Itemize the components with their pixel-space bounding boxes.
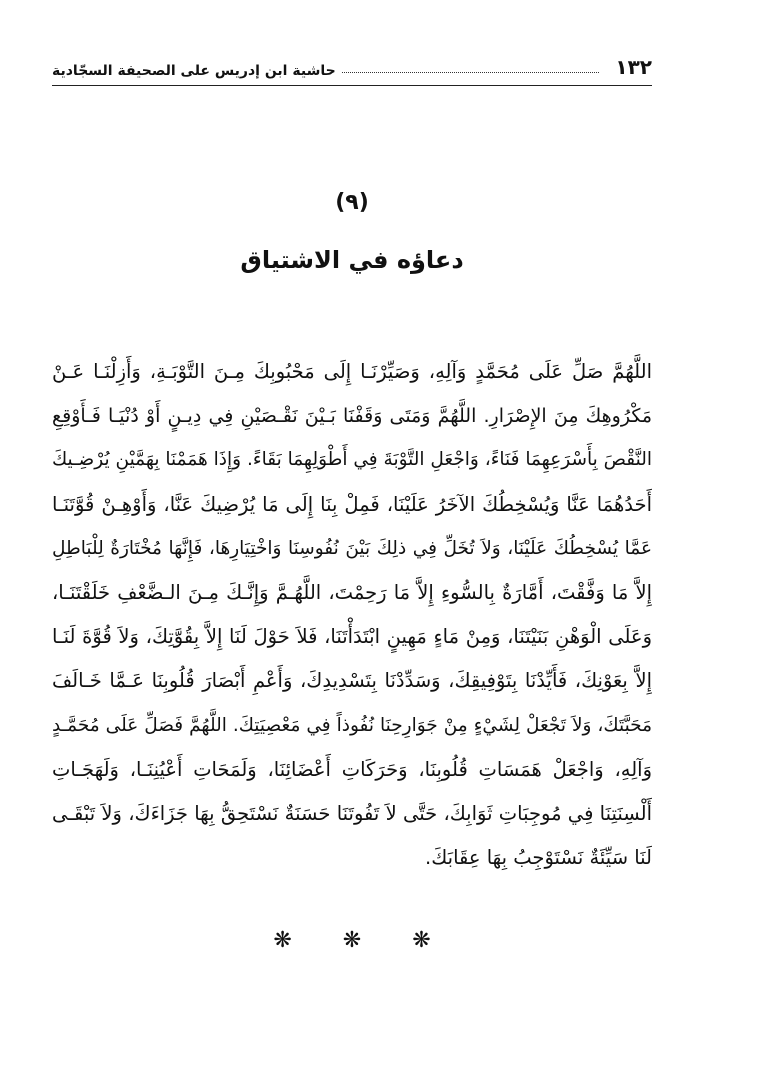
prayer-line: إِلاَّ مَا وَفَّقْتَ، أَمَّارَةٌ بِالسُّوءِ إِلاَّ مَا رَحِمْتَ، اللَّهُـمَّ وَإِنَّـكَ مِـنَ الـضَّعْفِ خَلَقْتَنَـا، xyxy=(52,580,652,604)
prayer-line: عَمَّا يُسْخِطُكَ عَلَيْنَا، وَلاَ تُخَلِّ فِي ذلِكَ بَيْنَ نُفُوسِنَا وَاخْتِيَارِهَا، فَإِنَّهَا مُخْتَارَةٌ لِلْبَاطِلِ xyxy=(52,537,652,559)
asterism-ornament: ❋ xyxy=(412,928,431,953)
prayer-line: وَآلِهِ، وَاجْعَلْ هَمَسَاتِ قُلُوبِنَا، وَحَرَكَاتِ أَعْضَائِنَا، وَلَمَحَاتِ أَعْيُنِنَـا، وَلَهَجَـاتِ xyxy=(52,757,652,781)
section-end-ornaments xyxy=(0,928,704,953)
prayer-line: النَّقْصَ بِأَسْرَعِهِمَا فَنَاءً، وَاجْعَلِ التَّوْبَةَ فِي أَطْوَلِهِمَا بَقَاءً. وَإِذَا هَمَمْنَا بِهَمَّيْنِ يُرْضِـيكَ xyxy=(52,449,652,471)
prayer-title: دعاؤه في الاشتياق xyxy=(240,246,464,274)
running-header-title: حاشية ابن إدريس على الصحيفة السجّادية xyxy=(52,63,336,79)
prayer-line: مَكْرُوهِكَ مِنَ الإِصْرَارِ. اللَّهُمَّ وَمَتَى وَقَفْنَا بَـيْنَ نَقْـصَيْنِ فِي دِيـنٍ أَوْ دُنْيَـا فَـأَوْقِعِ xyxy=(52,405,652,428)
prayer-line: أَحَدُهُمَا عَنَّا وَيُسْخِطُكَ الآخَرُ عَلَيْنَا، فَمِلْ بِنَا إِلَى مَا يُرْضِيكَ عَنَّا، وَأَوْهِـنْ قُوَّتَنَـا xyxy=(52,492,652,516)
asterism-ornament: ❋ xyxy=(273,928,292,953)
prayer-line: اللَّهُمَّ صَلِّ عَلَى مُحَمَّدٍ وَآلِهِ، وَصَيِّرْنَـا إِلَى مَحْبُوبِكَ مِـنَ التَّوْبَـةِ، وَأَزِلْنَـا عَـنْ xyxy=(52,360,652,383)
running-header xyxy=(52,50,652,86)
prayer-line: أَلْسِنَتِنَا فِي مُوجِبَاتِ ثَوَابِكَ، حَتَّى لاَ تَفُوتَنَا حَسَنَةٌ نَسْتَحِقُّ بِهَا جَزَاءَكَ، وَلاَ تَبْقَـى xyxy=(52,801,652,825)
asterism-ornament: ❋ xyxy=(342,928,362,953)
prayer-line: وَعَلَى الْوَهْنِ بَنَيْتَنَا، وَمِنْ مَاءٍ مَهِينٍ ابْتَدَأْتَنَا، فَلاَ حَوْلَ لَنَا إِلاَّ بِقُوَّتِكَ، وَلاَ قُوَّةَ لَنَـا xyxy=(52,625,652,649)
page-number: ١٣٢ xyxy=(615,55,652,79)
prayer-body xyxy=(52,350,652,880)
prayer-number: (٩) xyxy=(335,190,369,215)
prayer-line: إِلاَّ بِعَوْنِكَ، فَأَيِّدْنَا بِتَوْفِيقِكَ، وَسَدِّدْنَا بِتَسْدِيدِكَ، وَأَعْمِ أَبْصَارَ قُلُوبِنَا عَـمَّا خَـالَفَ xyxy=(52,669,652,693)
prayer-line: لَنَا سَيِّئَةٌ نَسْتَوْجِبُ بِهَا عِقَابَكَ. xyxy=(425,846,652,870)
prayer-line: مَحَبَّتَكَ، وَلاَ تَجْعَلْ لِشَيْءٍ مِنْ جَوَارِحِنَا نُفُوذاً فِي مَعْصِيَتِكَ. اللَّهُمَّ فَصَلِّ عَلَى مُحَمَّـدٍ xyxy=(52,714,652,736)
header-leader-dots xyxy=(342,71,600,73)
